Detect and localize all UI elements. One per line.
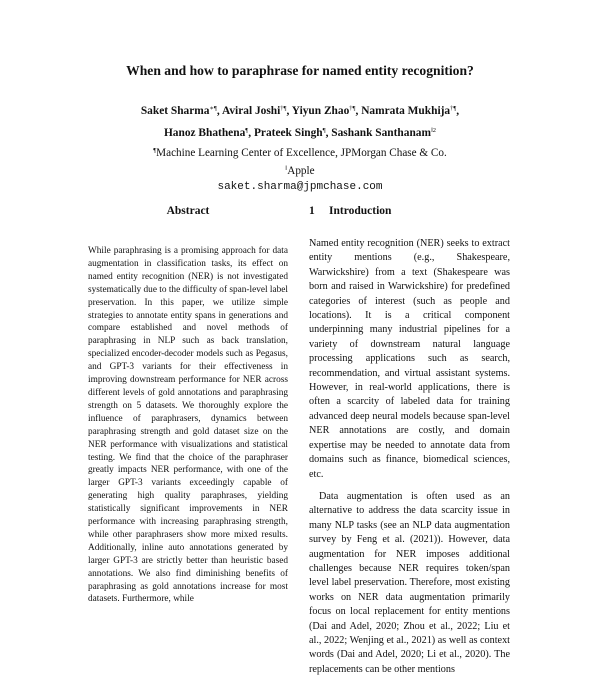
section-number: 1 <box>309 205 315 217</box>
author-line-2: Hanoz Bhathena¶, Prateek Singh¶, Sashank Santhanam$^{‖2}$ <box>163 127 437 139</box>
author-marks: ¶ <box>245 127 249 134</box>
section-title: Introduction <box>329 205 392 217</box>
affiliation-line <box>0 143 600 161</box>
author-line-1: Saket Sharma∗¶, Aviral Joshi†¶, Yiyun Zhao†¶, Namrata Mukhija†¶, <box>140 105 460 117</box>
section-heading-introduction <box>309 205 510 217</box>
author-marks: ‖2 <box>430 127 437 134</box>
intro-paragraph-1: Named entity recognition (NER) seeks to extract entity mentions (e.g., Shakespeare, Warwickshire) from a text (Shakespeare was born and raised in Warwickshire) for predefined categories of interest (such as people and locations). It is a critical component underpinning many industrial pipelines for a variety of downstream natural language processing applications such as search, recommendation, and virtual assistant systems. However, in real-world applications, there is often a scarcity of labeled data for training advanced deep neural models because span-level NER annotations are costly, and domain expertise may be needed to annotate data from domains such as finance, biomedical sciences, etc. <box>309 238 510 480</box>
left-column <box>88 205 288 606</box>
abstract-heading: Abstract <box>166 205 210 217</box>
affiliation-text: Apple <box>287 165 315 177</box>
affiliation-mark: ¶ <box>153 147 157 154</box>
author-name: Prateek Singh <box>253 127 323 139</box>
author-name: Yiyun Zhao <box>291 105 350 117</box>
author-marks: ¶ <box>322 127 326 134</box>
author-name: Sashank Santhanam <box>331 127 431 139</box>
author-name: Hanoz Bhathena <box>163 127 246 139</box>
author-marks: †¶ <box>450 105 457 112</box>
intro-paragraph-2: Data augmentation is often used as an alternative to address the data scarcity issue in many NLP tasks (see an NLP data augmentation survey by Feng et al. (2021)). However, data augmentation for NER imposes additional challenges because NER requires token/span level label preservation. Therefore, most existing works on NER data augmentation primarily focus on local replacement for entity mentions (Dai and Adel, 2020; Zhou et al., 2022; Liu et al., 2022; Wenjing et al., 2021) as well as context words (Dai and Adel, 2020; Li et al., 2020). The replacements can be other mentions <box>309 490 510 675</box>
author-marks: ∗¶ <box>209 105 217 112</box>
author-list <box>0 99 600 143</box>
author-name: Namrata Mukhija <box>361 105 451 117</box>
abstract-text: While paraphrasing is a promising approach for data augmentation in classification tasks, its effect on named entity recognition (NER) is not investigated systematically due to the difficulty of span-level label preservation. In this paper, we utilize simple strategies to annotate entity spans in generations and compare established and novel methods of paraphrasing in NLP such as back translation, specialized encoder-decoder models such as Pegasus, and GPT-3 variants for their effectiveness in improving downstream performance for NER across different levels of gold annotations and paraphrasing strength on 5 datasets. We thoroughly explore the influence of paraphrasers, dynamics between paraphrasing strength and gold dataset size on the NER performance with visualizations and statistical testing. We find that the choice of the paraphraser greatly impacts NER performance, with one of the larger GPT-3 variants exceedingly capable of generating high quality paraphrases, yielding statistically significant improvements in NER performance with increasing paraphrasing strength, while other paraphrasers show more mixed results. Additionally, inline auto annotations generated by larger GPT-3 are strictly better than heuristic based annotations. We also find diminishing benefits of paraphrasing as gold annotations increase for most datasets. Furthermore, while <box>88 246 288 605</box>
affiliation-line <box>0 161 600 179</box>
author-name: Saket Sharma <box>140 105 210 117</box>
author-name: Aviral Joshi <box>221 105 281 117</box>
affiliations <box>0 143 600 195</box>
author-marks: †¶ <box>349 105 356 112</box>
author-marks: †¶ <box>280 105 287 112</box>
author-email: saket.sharma@jpmchase.com <box>217 181 383 193</box>
affiliation-text: Machine Learning Center of Excellence, JPMorgan Chase & Co. <box>156 147 447 159</box>
right-column <box>309 205 510 677</box>
affiliation-mark: ‖ <box>285 165 288 172</box>
paper-title: When and how to paraphrase for named entity recognition? <box>126 63 474 78</box>
